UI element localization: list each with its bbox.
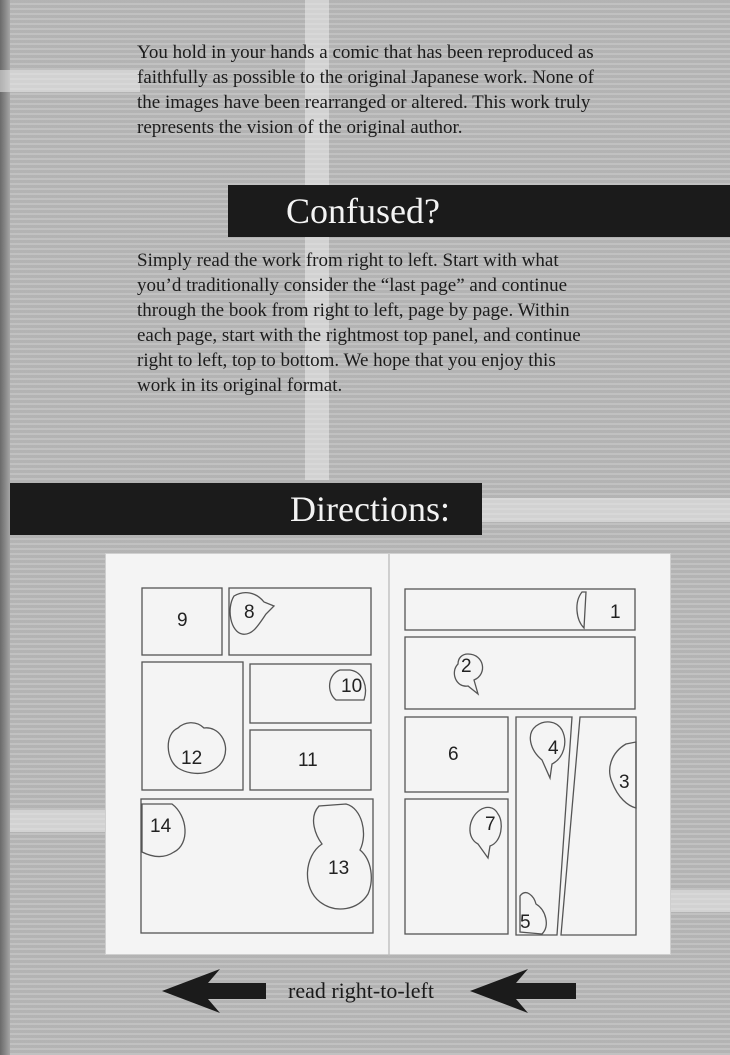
panel-3 [561, 717, 636, 935]
panel-number: 12 [181, 748, 203, 769]
panel-number: 3 [619, 772, 630, 793]
panel-number: 4 [548, 738, 559, 759]
background-light-band [10, 810, 105, 832]
directions-heading: Directions: [290, 489, 450, 529]
panel-number: 6 [448, 744, 459, 765]
panel-number: 7 [485, 814, 496, 835]
confused-banner [228, 185, 730, 237]
speech-balloon [307, 804, 371, 909]
panel-1 [405, 589, 635, 630]
panel-number: 9 [177, 610, 188, 631]
panel-number: 5 [520, 912, 531, 933]
panel-12 [142, 662, 243, 790]
panel-number: 8 [244, 602, 255, 623]
panel-layout-diagram [106, 554, 672, 956]
confused-heading: Confused? [286, 191, 440, 231]
panel-number: 13 [328, 858, 350, 879]
panel-number: 10 [341, 676, 363, 697]
read-direction-label: read right-to-left [288, 978, 434, 1003]
reading-direction-footer [160, 965, 580, 1017]
panel-number: 14 [150, 816, 172, 837]
background-light-band [480, 498, 730, 522]
left-arrow-icon [162, 969, 266, 1013]
background-light-band [671, 890, 730, 912]
intro-paragraph: You hold in your hands a comic that has been reproduced as faithfully as possible to the original Japanese work. None of the images have been rearranged or altered. This work truly represents the vision of the original author. [137, 42, 594, 138]
reading-order-diagram [105, 553, 671, 955]
left-arrow-icon [470, 969, 576, 1013]
confused-paragraph: Simply read the work from right to left. Start with what you’d traditionally consider the “last page” and continue through the book from right to left, page by page. Within each page, start with the rightmost top panel, and continue right to left, top to bottom. We hope that you enjoy this work in its original format. [137, 250, 581, 396]
page-edge-shadow [0, 0, 10, 1055]
panel-2 [405, 637, 635, 709]
panel-number: 1 [610, 602, 621, 623]
panel-number: 2 [461, 656, 472, 677]
background-light-band [0, 70, 140, 92]
directions-banner [10, 483, 482, 535]
speech-balloon [577, 592, 586, 628]
panel-number: 11 [298, 750, 318, 771]
